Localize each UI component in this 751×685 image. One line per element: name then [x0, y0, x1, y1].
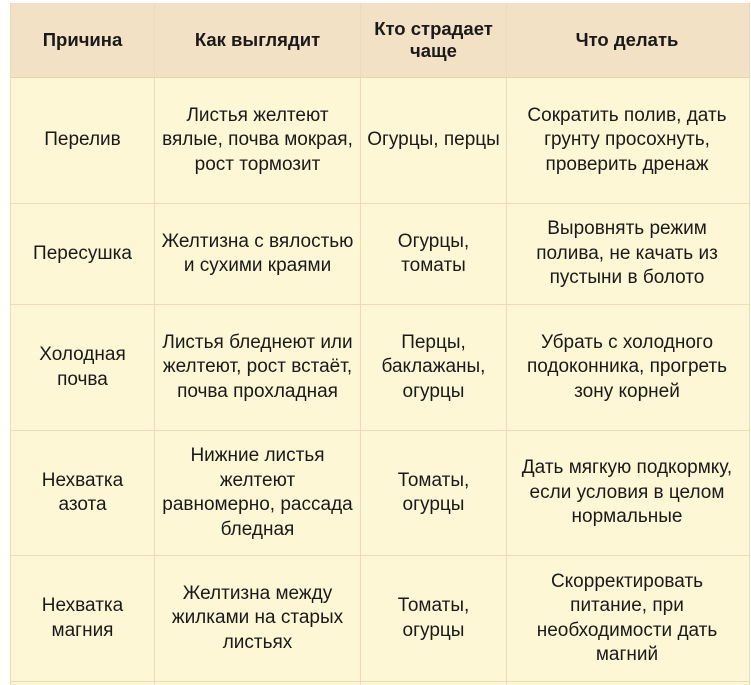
cell-victims: [361, 431, 507, 555]
cell-victims: [361, 78, 507, 203]
cell-cause: [11, 204, 155, 304]
cell-looks: [155, 78, 361, 203]
header-victims-label: Кто страдает чаще: [374, 18, 493, 61]
cause-text: Нехватка магния: [41, 595, 124, 641]
action-text: Дать мягкую подкормку, если условия в целом нормальные: [521, 457, 733, 528]
victims-text: Огурцы, томаты: [397, 230, 470, 276]
cause-text: Нехватка азота: [41, 469, 124, 515]
table-row: [11, 431, 749, 556]
cause-text: Перелив: [44, 129, 121, 151]
cell-action: [507, 78, 747, 203]
cause-text: Холодная почва: [39, 344, 126, 390]
header-looks: [155, 3, 361, 77]
table-row: [11, 556, 749, 682]
looks-text: Желтизна между жилками на старых листьях: [171, 582, 344, 653]
header-action-label: Что делать: [575, 29, 679, 50]
causes-table: [10, 3, 750, 685]
cell-cause: [11, 431, 155, 555]
victims-text: Томаты, огурцы: [397, 469, 470, 515]
table-row: [11, 305, 749, 431]
looks-text: Нижние листья желтеют равномерно, рассада бледная: [162, 445, 353, 540]
cell-action: [507, 431, 747, 555]
cell-looks: [155, 305, 361, 430]
cell-cause: [11, 78, 155, 203]
header-action: [507, 3, 747, 77]
victims-text: Огурцы, перцы: [367, 129, 500, 151]
victims-text: Перцы, баклажаны, огурцы: [381, 331, 486, 402]
action-text: Сократить полив, дать грунту просохнуть, проверить дренаж: [527, 104, 727, 175]
action-text: Скорректировать питание, при необходимости дать магний: [536, 570, 718, 665]
victims-text: Томаты, огурцы: [397, 595, 470, 641]
header-cause-label: Причина: [42, 29, 123, 50]
table-row: [11, 204, 749, 305]
action-text: Убрать с холодного подоконника, прогреть зону корней: [526, 331, 728, 402]
header-cause: [11, 3, 155, 77]
cell-victims: [361, 305, 507, 430]
looks-text: Листья желтеют вялые, почва мокрая, рост тормозит: [162, 104, 353, 175]
cell-looks: [155, 556, 361, 681]
action-text: Выровнять режим полива, не качать из пустыни в болото: [536, 218, 718, 289]
cell-victims: [361, 204, 507, 304]
cell-victims: [361, 556, 507, 681]
cell-action: [507, 204, 747, 304]
looks-text: Желтизна с вялостью и сухими краями: [161, 230, 354, 276]
cause-text: Пересушка: [33, 242, 132, 264]
table-row: [11, 78, 749, 204]
table-header-row: [11, 3, 749, 78]
cell-looks: [155, 204, 361, 304]
looks-text: Листья бледнеют или желтеют, рост встаёт, почва прохладная: [162, 331, 353, 402]
cell-action: [507, 556, 747, 681]
header-victims: [361, 3, 507, 77]
cell-cause: [11, 556, 155, 681]
header-looks-label: Как выглядит: [194, 29, 321, 50]
cell-looks: [155, 431, 361, 555]
cell-cause: [11, 305, 155, 430]
cell-action: [507, 305, 747, 430]
